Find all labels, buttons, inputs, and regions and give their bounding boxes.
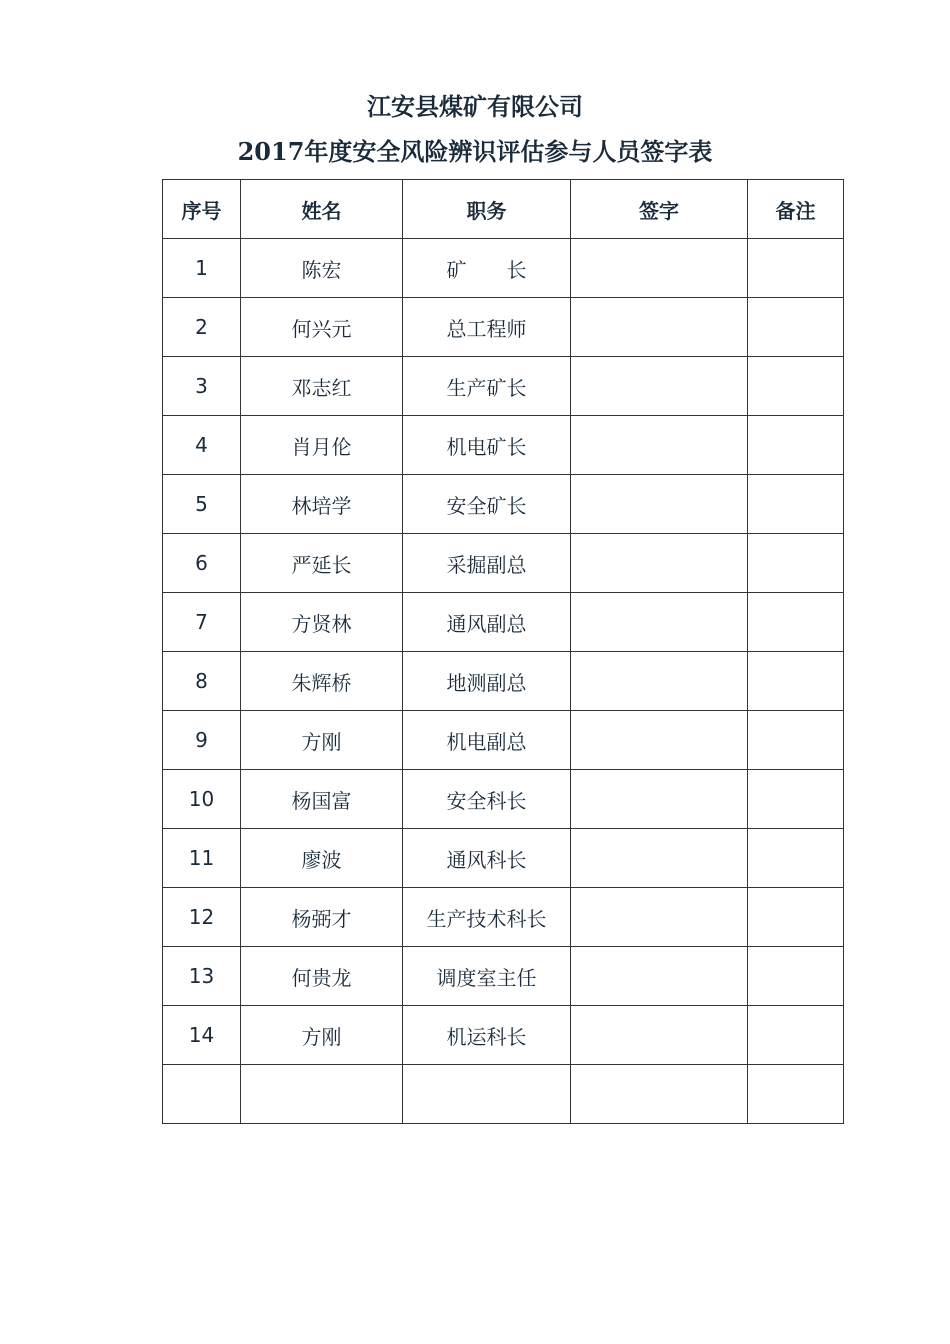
- header-signature: 签字: [571, 180, 748, 239]
- cell-name: 林培学: [241, 475, 403, 534]
- cell-name: [241, 1065, 403, 1124]
- company-name: 江安县煤矿有限公司: [367, 92, 583, 121]
- table-row: [163, 770, 844, 829]
- cell-name: 方刚: [241, 711, 403, 770]
- table-row: [163, 475, 844, 534]
- cell-name: 何贵龙: [241, 947, 403, 1006]
- table-row: [163, 298, 844, 357]
- cell-remarks[interactable]: [748, 652, 844, 711]
- cell-signature[interactable]: [571, 1065, 748, 1124]
- cell-position: [403, 1065, 571, 1124]
- cell-remarks[interactable]: [748, 829, 844, 888]
- table-row: [163, 652, 844, 711]
- cell-position: 机运科长: [403, 1006, 571, 1065]
- document-title: 2017年度安全风险辨识评估参与人员签字表: [237, 137, 713, 166]
- cell-remarks[interactable]: [748, 593, 844, 652]
- cell-seq: 4: [163, 416, 241, 475]
- cell-remarks[interactable]: [748, 770, 844, 829]
- cell-seq: 13: [163, 947, 241, 1006]
- cell-position: 安全科长: [403, 770, 571, 829]
- cell-seq: 14: [163, 1006, 241, 1065]
- cell-signature[interactable]: [571, 357, 748, 416]
- cell-remarks[interactable]: [748, 1065, 844, 1124]
- cell-seq: 10: [163, 770, 241, 829]
- cell-position: 机电副总: [403, 711, 571, 770]
- table-row: [163, 829, 844, 888]
- cell-signature[interactable]: [571, 888, 748, 947]
- cell-seq: 8: [163, 652, 241, 711]
- cell-position: 生产矿长: [403, 357, 571, 416]
- cell-name: 肖月伦: [241, 416, 403, 475]
- cell-remarks[interactable]: [748, 416, 844, 475]
- cell-signature[interactable]: [571, 534, 748, 593]
- cell-seq: 5: [163, 475, 241, 534]
- cell-seq: 1: [163, 239, 241, 298]
- cell-signature[interactable]: [571, 416, 748, 475]
- cell-seq: 6: [163, 534, 241, 593]
- cell-position: 机电矿长: [403, 416, 571, 475]
- table-row: [163, 416, 844, 475]
- cell-remarks[interactable]: [748, 888, 844, 947]
- cell-remarks[interactable]: [748, 534, 844, 593]
- cell-signature[interactable]: [571, 1006, 748, 1065]
- cell-position: 通风副总: [403, 593, 571, 652]
- cell-seq: 9: [163, 711, 241, 770]
- cell-position: 安全矿长: [403, 475, 571, 534]
- table-header-row: [163, 180, 844, 239]
- header-remarks: 备注: [748, 180, 844, 239]
- cell-name: 朱辉桥: [241, 652, 403, 711]
- cell-name: 陈宏: [241, 239, 403, 298]
- cell-signature[interactable]: [571, 593, 748, 652]
- cell-name: 严延长: [241, 534, 403, 593]
- table-row: [163, 888, 844, 947]
- cell-seq: [163, 1065, 241, 1124]
- cell-seq: 7: [163, 593, 241, 652]
- signature-table: [162, 179, 844, 1124]
- cell-signature[interactable]: [571, 711, 748, 770]
- cell-seq: 3: [163, 357, 241, 416]
- cell-name: 邓志红: [241, 357, 403, 416]
- cell-remarks[interactable]: [748, 475, 844, 534]
- cell-name: 杨弼才: [241, 888, 403, 947]
- table-row: [163, 947, 844, 1006]
- cell-name: 杨国富: [241, 770, 403, 829]
- table-row: [163, 1065, 844, 1124]
- cell-signature[interactable]: [571, 475, 748, 534]
- cell-remarks[interactable]: [748, 1006, 844, 1065]
- cell-remarks[interactable]: [748, 711, 844, 770]
- cell-seq: 11: [163, 829, 241, 888]
- cell-signature[interactable]: [571, 947, 748, 1006]
- cell-position: 调度室主任: [403, 947, 571, 1006]
- table-row: [163, 534, 844, 593]
- table-row: [163, 593, 844, 652]
- cell-position: 通风科长: [403, 829, 571, 888]
- cell-position: 矿 长: [403, 239, 571, 298]
- cell-signature[interactable]: [571, 770, 748, 829]
- cell-signature[interactable]: [571, 652, 748, 711]
- header-name: 姓名: [241, 180, 403, 239]
- table-row: [163, 357, 844, 416]
- cell-signature[interactable]: [571, 298, 748, 357]
- cell-remarks[interactable]: [748, 947, 844, 1006]
- cell-position: 总工程师: [403, 298, 571, 357]
- cell-remarks[interactable]: [748, 357, 844, 416]
- cell-signature[interactable]: [571, 829, 748, 888]
- cell-position: 生产技术科长: [403, 888, 571, 947]
- header-seq: 序号: [163, 180, 241, 239]
- cell-position: 地测副总: [403, 652, 571, 711]
- cell-position: 采掘副总: [403, 534, 571, 593]
- table-row: [163, 239, 844, 298]
- table-row: [163, 711, 844, 770]
- cell-name: 廖波: [241, 829, 403, 888]
- cell-remarks[interactable]: [748, 298, 844, 357]
- cell-signature[interactable]: [571, 239, 748, 298]
- cell-seq: 12: [163, 888, 241, 947]
- cell-name: 方贤林: [241, 593, 403, 652]
- table-body: [163, 239, 844, 1124]
- cell-seq: 2: [163, 298, 241, 357]
- cell-remarks[interactable]: [748, 239, 844, 298]
- table-row: [163, 1006, 844, 1065]
- cell-name: 何兴元: [241, 298, 403, 357]
- header-position: 职务: [403, 180, 571, 239]
- cell-name: 方刚: [241, 1006, 403, 1065]
